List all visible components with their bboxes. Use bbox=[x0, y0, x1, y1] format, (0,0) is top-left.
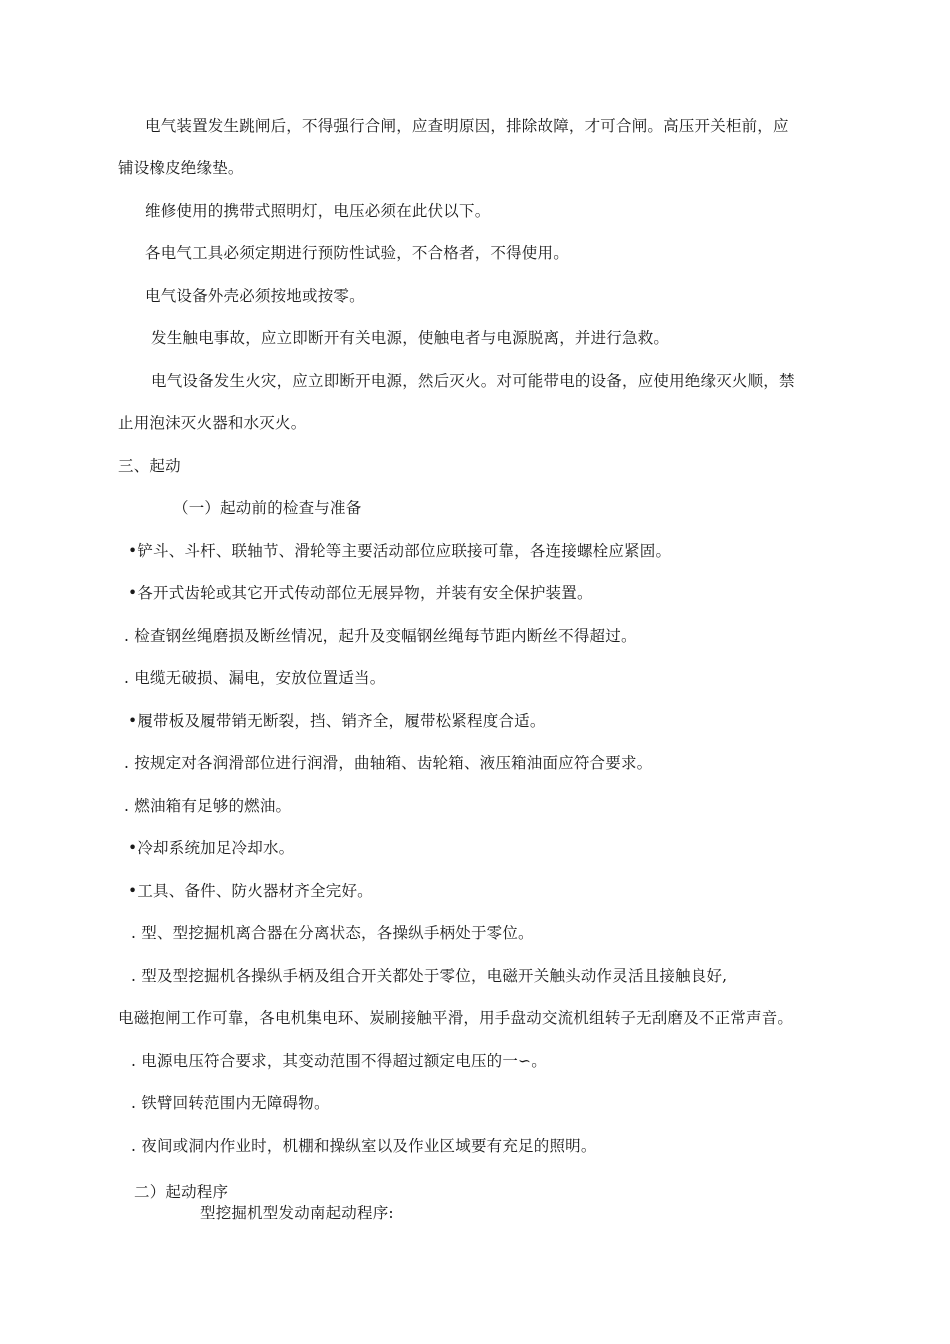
paragraph-line: 各电气工具必须定期进行预防性试验，不合格者，不得使用。 bbox=[145, 244, 569, 262]
subsection-heading: 二）起动程序 bbox=[134, 1183, 229, 1201]
checklist-item: . 按规定对各润滑部位进行润滑，曲轴箱、齿轮箱、液压箱油面应符合要求。 bbox=[124, 754, 653, 772]
paragraph-line: 铺设橡皮绝缘垫。 bbox=[118, 159, 244, 177]
checklist-item: •各开式齿轮或其它开式传动部位无展异物，并装有安全保护装置。 bbox=[128, 584, 593, 602]
paragraph-line: 电气设备外壳必须按地或按零。 bbox=[145, 287, 365, 305]
paragraph-line: 发生触电事故，应立即断开有关电源，使触电者与电源脱离，并进行急救。 bbox=[151, 329, 670, 347]
checklist-item: •冷却系统加足冷却水。 bbox=[128, 839, 295, 857]
checklist-item: •铲斗、斗杆、联轴节、滑轮等主要活动部位应联接可靠，各连接螺栓应紧固。 bbox=[128, 542, 672, 560]
checklist-item: . 电缆无破损、漏电，安放位置适当。 bbox=[124, 669, 386, 687]
checklist-item: •工具、备件、防火器材齐全完好。 bbox=[128, 882, 373, 900]
checklist-item: •履带板及履带销无断裂，挡、销齐全，履带松紧程度合适。 bbox=[128, 712, 546, 730]
checklist-item: . 夜间或洞内作业时，机棚和操纵室以及作业区域要有充足的照明。 bbox=[131, 1137, 597, 1155]
paragraph-line: 维修使用的携带式照明灯，电压必须在此伏以下。 bbox=[145, 202, 491, 220]
checklist-item: . 型及型挖掘机各操纵手柄及组合开关都处于零位，电磁开关触头动作灵活且接触良好, bbox=[131, 967, 728, 985]
checklist-item: . 电源电压符合要求，其变动范围不得超过额定电压的一∽。 bbox=[131, 1052, 547, 1070]
paragraph-line: 止用泡沫灭火器和水灭火。 bbox=[118, 414, 307, 432]
subsection-heading: （一）起动前的检查与准备 bbox=[173, 499, 362, 517]
section-heading: 三、起动 bbox=[118, 457, 181, 475]
paragraph-line: 型挖掘机型发动南起动程序: bbox=[200, 1204, 394, 1222]
checklist-item: . 燃油箱有足够的燃油。 bbox=[124, 797, 292, 815]
paragraph-line: 电气装置发生跳闸后，不得强行合闸，应查明原因，排除故障，才可合闸。高压开关柜前，应 bbox=[145, 117, 789, 135]
checklist-item: . 检查钢丝绳磨损及断丝情况，起升及变幅钢丝绳每节距内断丝不得超过。 bbox=[124, 627, 637, 645]
checklist-item: . 铁臂回转范围内无障碍物。 bbox=[131, 1094, 330, 1112]
paragraph-line: 电磁抱闸工作可靠，各电机集电环、炭刷接触平滑，用手盘动交流机组转子无刮磨及不正常声音。 bbox=[118, 1009, 794, 1027]
paragraph-line: 电气设备发生火灾，应立即断开电源，然后灭火。对可能带电的设备，应使用绝缘灭火顺，禁 bbox=[151, 372, 795, 390]
checklist-item: . 型、型挖掘机离合器在分离状态，各操纵手柄处于零位。 bbox=[131, 924, 534, 942]
